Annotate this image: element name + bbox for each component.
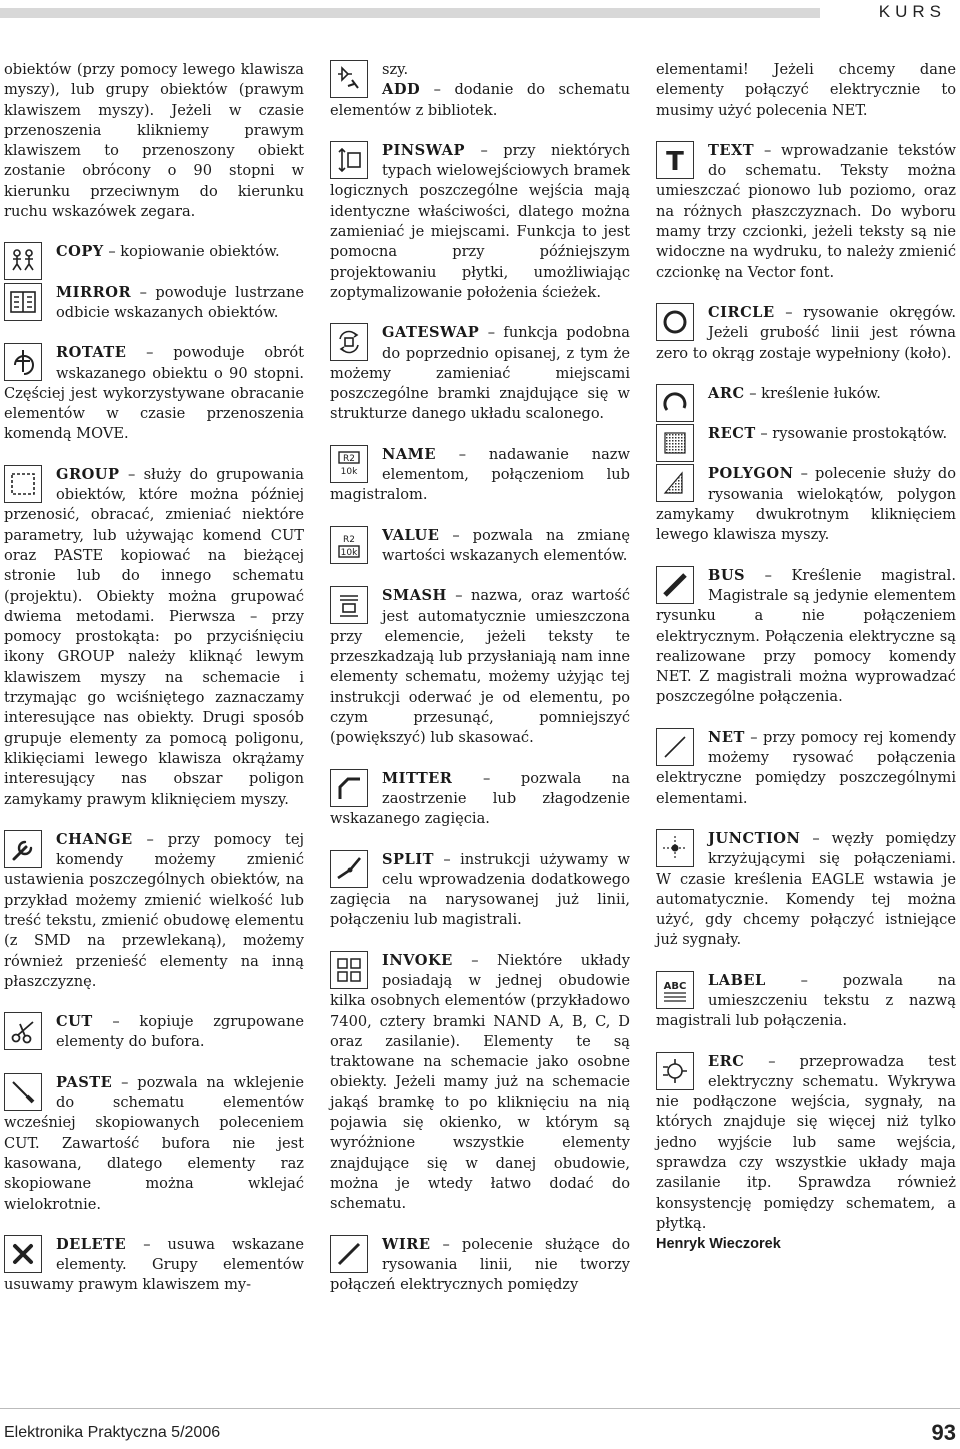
command-description: – usuwa wskazane elementy. Grupy elementów usuwamy prawym klawiszem my-	[4, 1235, 304, 1294]
circle-icon	[656, 303, 694, 341]
command-description: – przy pomocy rej komendy możemy rysować połączenia elektryczne pomiędzy poszczególnymi elementami.	[656, 728, 956, 807]
entry-invoke	[330, 951, 630, 1215]
command-name: NAME	[382, 445, 436, 463]
command-description: – przeprowadza test elektryczny schematu. Wykrywa nie podłączone wejścia, sygnały, na których znajduje się więcej niż tylko jedno wyjście lub same wejścia, sprawdza czy wszystkie układy maja zasilanie itp. Sprawdza również konsystencję pomiędzy schematem, a płytką.	[656, 1052, 956, 1232]
command-name: PINSWAP	[382, 141, 465, 159]
command-name: BUS	[708, 566, 746, 584]
command-name: CUT	[56, 1013, 93, 1031]
rect-icon	[656, 424, 694, 462]
continued-text: szy.	[382, 61, 409, 78]
invoke-icon	[330, 951, 368, 989]
command-description: – pozwala na umieszczeniu tekstu z nazwą magistrali lub połączenia.	[656, 971, 956, 1030]
command-name: MIRROR	[56, 283, 132, 301]
command-name: POLYGON	[708, 465, 794, 483]
command-name: SPLIT	[382, 850, 434, 868]
entry-circle	[656, 303, 956, 364]
add-icon	[330, 60, 368, 98]
entry-split	[330, 850, 630, 931]
pinswap-icon	[330, 141, 368, 179]
icon-glyph: T	[666, 146, 684, 175]
entry-change	[4, 830, 304, 992]
command-description: – nazwa, oraz wartość jest automatycznie umieszczona przy elemencie, jeżeli teksty te przeszkadzają lub przysłaniają nam inne elementy schematu, możemy użyjąc tej instrukcji oderwać je od elementu, po czym przesunąć, pomniejszyć (powiększyć) lub skasować.	[330, 587, 630, 747]
entry-wire	[330, 1235, 630, 1296]
column-2	[330, 60, 630, 1295]
entry-cut	[4, 1012, 304, 1053]
command-description: – polecenie służące do rysowania linii, nie tworzy połączeń elektrycznych pomiędzy	[330, 1235, 630, 1294]
magazine-issue: Elektronika Praktyczna 5/2006	[4, 1424, 221, 1441]
paragraph: elementami! Jeżeli chcemy dane elementy połączyć elektrycznie to musimy użyć polecenia NET.	[656, 61, 956, 119]
wire-icon	[330, 1235, 368, 1273]
command-name: WIRE	[382, 1235, 431, 1253]
x-icon	[4, 1235, 42, 1273]
entry-label	[656, 971, 956, 1032]
page-number: 93	[931, 1420, 956, 1445]
footer-divider	[0, 1408, 960, 1409]
group-icon	[4, 465, 42, 503]
entry-delete	[4, 1235, 304, 1296]
entry-name	[330, 445, 630, 506]
command-description: – rysowanie okręgów. Jeżeli grubość linii jest równa zero to okrąg zostaje wypełniony (koło).	[656, 303, 956, 362]
text-icon	[656, 141, 694, 179]
entry-copy	[4, 242, 304, 262]
entry-erc	[656, 1052, 956, 1235]
command-name: SMASH	[382, 587, 447, 605]
entry-arc	[656, 384, 956, 404]
header-stripe	[0, 8, 820, 18]
gateswap-icon	[330, 323, 368, 361]
command-name: ADD	[382, 81, 421, 99]
command-description: – Kreślenie magistral. Magistrale są jedynie elementem rysunku a nie połączeniem elektrycznym. Połączenia elektryczne są realizowane przy pomocy komendy NET. Z magistrali można wyprowadzać poszczególne połączenia.	[656, 566, 956, 706]
icon-label: R2	[343, 534, 355, 545]
brush-icon	[4, 1073, 42, 1111]
command-name: INVOKE	[382, 951, 453, 969]
entry-rect	[656, 424, 956, 444]
name-icon	[330, 445, 368, 483]
command-description: – przy pomocy tej komendy możemy zmienić ustawienia poszczególnych obiektów, na przykład możemy zmienić wielkość lub treść tekstu, zmienić obudowę elementu (z SMD na przewlekaną), możemy również przenieść elementy na inną płaszczyznę.	[4, 830, 304, 990]
command-description: – kreślenie łuków.	[744, 384, 881, 402]
command-description: – funkcja podobna do poprzednio opisanej, z tym że możemy zamieniać miejscami poszczególne bramki znajdujące się w strukturze danego układu scalonego.	[330, 324, 630, 423]
command-name: TEXT	[708, 141, 755, 159]
column-3	[656, 60, 956, 1255]
command-description: – dodanie do schematu elementów z bibliotek.	[330, 81, 630, 119]
command-description: – przy niektórych typach wielowejściowych bramek logicznych poszczególne wejścia mają identyczne właściwości, dlatego można zamieniać je miejscami. Funkcja to jest pomocna przy późniejszym projektowaniu płytki, umożliwiając zoptymalizowanie położenia ścieżek.	[330, 141, 630, 301]
command-name: LABEL	[708, 971, 766, 989]
entry-bus	[656, 566, 956, 708]
command-description: – pozwala na zaostrzenie lub złagodzenie wskazanego zagięcia.	[330, 769, 630, 828]
smash-icon	[330, 586, 368, 624]
junction-icon	[656, 829, 694, 867]
icon-label: 10k	[340, 547, 358, 558]
polygon-icon	[656, 464, 694, 502]
command-name: GROUP	[56, 465, 120, 483]
split-icon	[330, 850, 368, 888]
command-name: NET	[708, 728, 745, 746]
wrench-icon	[4, 830, 42, 868]
icon-label: 10k	[340, 466, 358, 477]
entry-mitter	[330, 769, 630, 830]
scissors-icon	[4, 1012, 42, 1050]
command-description: – pozwala na zmianę wartości wskazanych elementów.	[382, 526, 630, 564]
rotate-icon	[4, 343, 42, 381]
command-name: GATESWAP	[382, 324, 480, 342]
entry-paste	[4, 1073, 304, 1215]
entry-junction	[656, 829, 956, 951]
entry-add	[330, 60, 630, 121]
mitter-icon	[330, 769, 368, 807]
command-name: CHANGE	[56, 830, 133, 848]
command-description: – rysowanie prostokątów.	[755, 425, 948, 443]
command-name: CIRCLE	[708, 303, 775, 321]
page-header	[0, 0, 960, 30]
entry-polygon	[656, 464, 956, 545]
label-icon	[656, 971, 694, 1009]
command-description: – nadawanie nazw elementom, połączeniom lub magistralom.	[330, 445, 630, 504]
command-description: – kopiuje zgrupowane elementy do bufora.	[56, 1013, 304, 1051]
command-description: – Niektóre układy posiadają w jednej obudowie kilka osobnych elementów (przykładowo 7400, cztery bramki NAND A, B, C, D oraz zasilanie). Elementy te są traktowane na schemacie jako osobne obiekty. Jeżeli mamy już na schemacie jakąś bramkę to po kliknięciu na nią pojawia się okienko, w którym są wyróżnione wszystkie elementy znajdujące się w danej obudowie, można je wtedy łatwo dodać do schematu.	[330, 951, 630, 1213]
bus-icon	[656, 566, 694, 604]
command-description: – węzły pomiędzy krzyżującymi się połączeniami. W czasie kreślenia EAGLE wstawia je automatycznie. Komendy tej można użyć, gdy chcemy połączyć istniejące już sygnały.	[656, 829, 956, 949]
command-description: – powoduje obrót wskazanego obiektu o 90 stopni. Częściej jest wykorzystywane obracanie elementów w czasie przenoszenia komendą MOVE.	[4, 344, 304, 443]
command-description: – kopiowanie obiektów.	[103, 243, 280, 261]
command-name: COPY	[56, 243, 104, 261]
section-title: KURS	[878, 2, 946, 21]
paragraph: obiektów (przy pomocy lewego klawisza myszy), lub grupy obiektów (prawym klawiszem myszy). Jeżeli w czasie przenoszenia klikniemy prawym klawiszem to przenoszony obiekt zostanie obrócony o 90 stopni w kierunku przeciwnym do kierunku ruchu wskazówek zegara.	[4, 61, 304, 221]
icon-label: R2	[343, 453, 355, 464]
entry-group	[4, 465, 304, 810]
net-icon	[656, 728, 694, 766]
entry-net	[656, 728, 956, 809]
command-description: – instrukcji używamy w celu wprowadzenia dodatkowego zagięcia na narysowanej już linii, połączeniu lub magistrali.	[330, 850, 630, 929]
entry-gateswap	[330, 323, 630, 424]
entry-pinswap	[330, 141, 630, 303]
command-name: ROTATE	[56, 344, 127, 362]
author-name: Henryk Wieczorek	[656, 1236, 781, 1253]
erc-icon	[656, 1052, 694, 1090]
command-name: MITTER	[382, 769, 453, 787]
entry-smash	[330, 586, 630, 748]
column-1	[4, 60, 304, 1296]
value-icon	[330, 526, 368, 564]
entry-rotate	[4, 343, 304, 444]
command-description: – służy do grupowania obiektów, które można później przenosić, obracać, zmieniać niektóre parametry, lub używając komend CUT oraz PASTE kopiować na bieżącej stronie lub do innego schematu (projektu). Obiekty można grupować dwiema metodami. Pierwsza – przy pomocy prostokąta: po przyciśnięciu ikony GROUP należy kliknąć lewym klawiszem myszy na schemacie i trzymając go wciśniętego zaznaczamy interesujące nas obiekty. Drugi sposób grupuje elementy za pomocą poligonu, klikięciami lewego klawisza okrążamy interesujący nas obszar poligon zamykamy prawym kliknięciem myszy.	[4, 465, 304, 808]
command-description: – pozwala na wklejenie do schematu elementów wcześniej skopiowanych poleceniem CUT. Zawartość bufora nie jest kasowana, dlatego elementy raz skopiowane można wklejać wielokrotnie.	[4, 1073, 304, 1213]
command-description: – polecenie służy do rysowania wielokątów, polygon zamykamy dwukrotnym kliknięciem lewego klawisza myszy.	[656, 465, 956, 544]
mirror-icon	[4, 283, 42, 321]
icon-label: ABC	[663, 980, 687, 992]
command-name: VALUE	[382, 526, 440, 544]
entry-mirror	[4, 283, 304, 324]
entry-value	[330, 526, 630, 567]
command-name: DELETE	[56, 1235, 127, 1253]
command-name: PASTE	[56, 1073, 113, 1091]
command-name: ARC	[708, 384, 745, 402]
command-name: RECT	[708, 425, 756, 443]
command-description: – wprowadzanie tekstów do schematu. Teksty można umieszczać pionowo lub poziomo, oraz na różnych płaszczyznach. Do wyboru mamy trzy czcionki, jeżeli teksty są nie widoczne na wydruku, to należy zmienić czcionkę na Vector font.	[656, 141, 956, 281]
command-name: ERC	[708, 1052, 745, 1070]
arc-icon	[656, 384, 694, 422]
command-description: – powoduje lustrzane odbicie wskazanych obiektów.	[56, 283, 304, 321]
copy-icon	[4, 242, 42, 280]
command-name: JUNCTION	[708, 829, 801, 847]
entry-text	[656, 141, 956, 283]
